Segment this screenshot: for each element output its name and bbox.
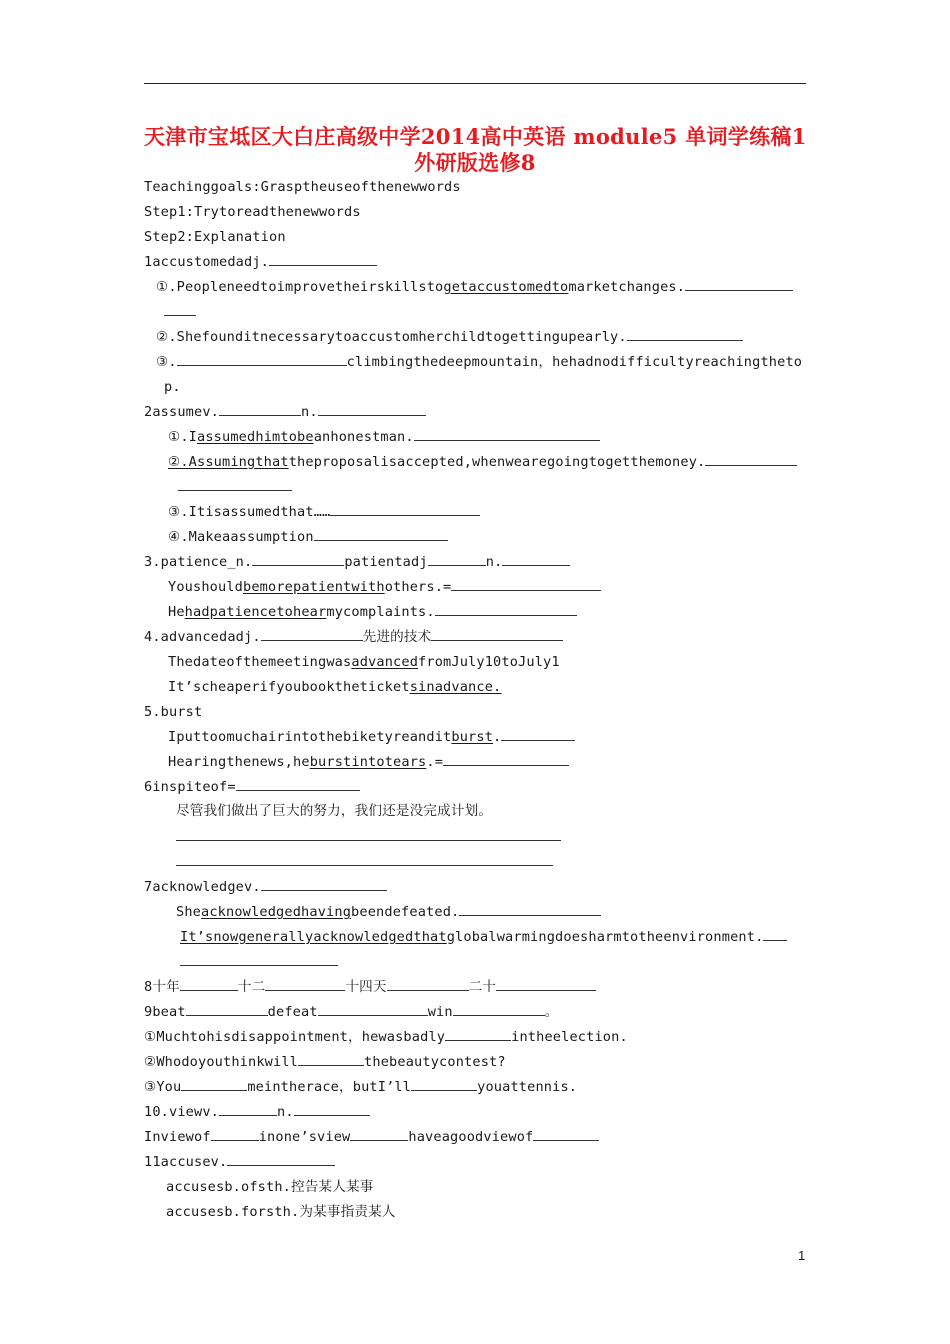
blank (451, 578, 601, 591)
blank (164, 303, 196, 316)
blank (180, 978, 238, 991)
word-9-sentence-3 (144, 1078, 577, 1096)
word-11-heading (144, 1153, 335, 1171)
blank (428, 553, 486, 566)
text: ①.I (168, 429, 198, 445)
word-6-label: 6inspiteof= (144, 779, 236, 795)
blank (181, 1078, 247, 1091)
blank (269, 253, 377, 266)
text: It’scheaperifyoubooktheticket (168, 679, 410, 695)
step-1: Step1:Trytoreadthenewwords (144, 204, 361, 220)
blank (445, 1028, 511, 1041)
text: 8十年 (144, 979, 180, 995)
text: She (176, 904, 202, 920)
word-9-sentence-2 (144, 1053, 506, 1071)
underlined-phrase: getaccustomedto (443, 279, 569, 295)
underlined-phrase: ②.Assumingthat (168, 454, 289, 470)
text: n. (301, 404, 318, 420)
text: climbingthedeepmountain，hehadnodifficultyreachingtheto (346, 354, 803, 370)
word-4-sentence-1 (168, 653, 560, 671)
header-rule (144, 83, 806, 84)
text: intheelection. (511, 1029, 628, 1045)
blank (443, 753, 569, 766)
word-2-sentence-4 (168, 528, 448, 546)
word-6-chinese-sentence: 尽管我们做出了巨大的努力，我们还是没完成计划。 (176, 803, 493, 819)
word-1-sentence-3 (156, 353, 802, 371)
text: ④.Makeaassumption (168, 529, 314, 545)
title-line-1: 天津市宝坻区大白庄高级中学2014高中英语 module5 单词学练稿1 (144, 124, 807, 149)
teaching-goals: Teachinggoals:Grasptheuseofthenewwords (144, 179, 461, 195)
word-1-label: 1accustomedadj. (144, 254, 270, 270)
word-11-usage-1: accusesb.ofsth.控告某人某事 (166, 1179, 374, 1195)
blank (318, 403, 426, 416)
text: youattennis. (477, 1079, 578, 1095)
blank (435, 603, 577, 616)
blank (763, 928, 787, 941)
word-1-sentence-3-cont: p. (164, 379, 181, 395)
blank (501, 728, 575, 741)
blank (453, 1003, 545, 1016)
blank (685, 278, 793, 291)
blank (496, 978, 596, 991)
word-11-usage-2: accusesb.forsth.为某事指责某人 (166, 1204, 396, 1220)
text: ②Whodoyouthinkwill (144, 1054, 299, 1070)
text: anhonestman. (313, 429, 414, 445)
word-3-sentence-1 (168, 578, 601, 596)
text: others.= (384, 579, 452, 595)
blank (705, 453, 797, 466)
blank (294, 1103, 370, 1116)
blank (298, 1053, 364, 1066)
underlined-phrase: It’snowgenerallyacknowledgedthat (180, 929, 447, 945)
word-7-sentence-2-cont (180, 953, 338, 971)
text: 。 (544, 1004, 559, 1020)
blank (431, 628, 563, 641)
text: ①.Peopleneedtoimprovetheirskillsto (156, 279, 444, 295)
text: n. (485, 554, 503, 570)
word-2-heading (144, 403, 426, 421)
word-2-label: 2assumev. (144, 404, 220, 420)
word-2-sentence-2-cont (178, 478, 292, 496)
text: He (168, 604, 185, 620)
word-7-sentence-1 (176, 903, 601, 921)
document-title (144, 124, 806, 176)
text: thebeautycontest? (364, 1054, 506, 1070)
step-2: Step2:Explanation (144, 229, 286, 245)
underlined-phrase: assumedhimtobe (197, 429, 314, 445)
word-1-sentence-1 (156, 278, 793, 296)
blank (180, 953, 338, 966)
blank (265, 978, 345, 991)
text: meintherace，butI’ll (247, 1079, 412, 1095)
underlined-phrase: acknowledgedhaving (201, 904, 352, 920)
underlined-phrase: bemorepatientwith (243, 579, 385, 595)
word-5-sentence-1 (168, 728, 575, 746)
word-4-label: 4.advancedadj. (144, 629, 261, 645)
blank (186, 1003, 268, 1016)
title-line-2: 外研版选修8 (414, 150, 536, 175)
text: ③You (144, 1079, 182, 1095)
blank (177, 353, 347, 366)
word-10-label: 10.viewv. (144, 1104, 220, 1120)
underlined-phrase: burst (451, 729, 494, 745)
text: defeat (267, 1004, 318, 1020)
blank (261, 878, 387, 891)
word-3-label: 3.patience_n. (144, 554, 253, 570)
text: fromJuly10toJuly1 (418, 654, 560, 670)
text: haveagoodviewof (408, 1129, 534, 1145)
blank (330, 503, 480, 516)
text: theproposalisaccepted,whenwearegoingtogetthemoney. (288, 454, 706, 470)
blank (236, 778, 360, 791)
text: . (493, 729, 502, 745)
word-1-sentence-2 (156, 328, 743, 346)
blank (261, 628, 363, 641)
word-7-heading (144, 878, 387, 896)
text: ③. (156, 354, 177, 370)
word-7-label: 7acknowledgev. (144, 879, 261, 895)
word-6-heading (144, 778, 360, 796)
word-2-sentence-3 (168, 503, 480, 521)
word-2-sentence-1 (168, 428, 600, 446)
text: ①Muchtohisdisappointment，hewasbadly (144, 1029, 446, 1045)
blank (178, 478, 292, 491)
text: Iputtoomuchairintothebiketyreandit (168, 729, 452, 745)
word-4-sentence-2 (168, 678, 501, 696)
text: 十二 (237, 979, 266, 995)
word-10-heading (144, 1103, 370, 1121)
blank (387, 978, 469, 991)
word-5-sentence-2 (168, 753, 569, 771)
word-11-label: 11accusev. (144, 1154, 228, 1170)
word-9-label: 9beat (144, 1004, 186, 1020)
text: Thedateofthemeetingwas (168, 654, 352, 670)
word-1-heading (144, 253, 377, 271)
word-7-sentence-2 (180, 928, 787, 946)
blank (227, 1153, 335, 1166)
text: Inviewof (144, 1129, 211, 1145)
text: n. (277, 1104, 294, 1120)
text: 十四天 (345, 979, 387, 995)
text: patientadj (344, 554, 428, 570)
blank (459, 903, 601, 916)
blank (219, 1103, 277, 1116)
text: Hearingthenews,he (168, 754, 310, 770)
text: mycomplaints. (326, 604, 435, 620)
blank (252, 553, 344, 566)
blank (211, 1128, 259, 1141)
text: ③.Itisassumedthat…… (168, 504, 331, 520)
text: Youshould (168, 579, 244, 595)
underlined-phrase: sinadvance. (409, 679, 502, 695)
word-2-sentence-2 (168, 453, 797, 471)
word-1-sentence-1-cont (164, 303, 196, 321)
blank (502, 553, 570, 566)
blank (411, 1078, 477, 1091)
word-3-sentence-2 (168, 603, 577, 621)
answer-line-2 (176, 865, 553, 866)
text: ②.Shefounditnecessarytoaccustomherchildtogettingupearly. (156, 329, 627, 345)
word-9-sentence-1 (144, 1028, 628, 1046)
word-3-heading (144, 553, 570, 571)
text: 先进的技术 (362, 629, 432, 645)
word-9-heading (144, 1003, 558, 1021)
word-8-numbers (144, 978, 596, 996)
blank (350, 1128, 408, 1141)
blank (533, 1128, 599, 1141)
underlined-phrase: advanced (351, 654, 419, 670)
text: inone’sview (258, 1129, 351, 1145)
blank (627, 328, 743, 341)
word-10-phrases (144, 1128, 599, 1146)
answer-line-1 (176, 840, 561, 841)
underlined-phrase: hadpatiencetohear (184, 604, 327, 620)
word-4-heading (144, 628, 563, 646)
text: beendefeated. (351, 904, 460, 920)
blank (219, 403, 301, 416)
blank (318, 1003, 428, 1016)
word-5-heading: 5.burst (144, 704, 203, 720)
text: win (427, 1004, 453, 1020)
text: globalwarmingdoesharmtotheenvironment. (446, 929, 764, 945)
page-number: 1 (798, 1248, 806, 1263)
text: marketchanges. (568, 279, 686, 295)
blank (314, 528, 448, 541)
blank (414, 428, 600, 441)
underlined-phrase: burstintotears (309, 754, 427, 770)
text: 二十 (468, 979, 497, 995)
text: .= (426, 754, 444, 770)
